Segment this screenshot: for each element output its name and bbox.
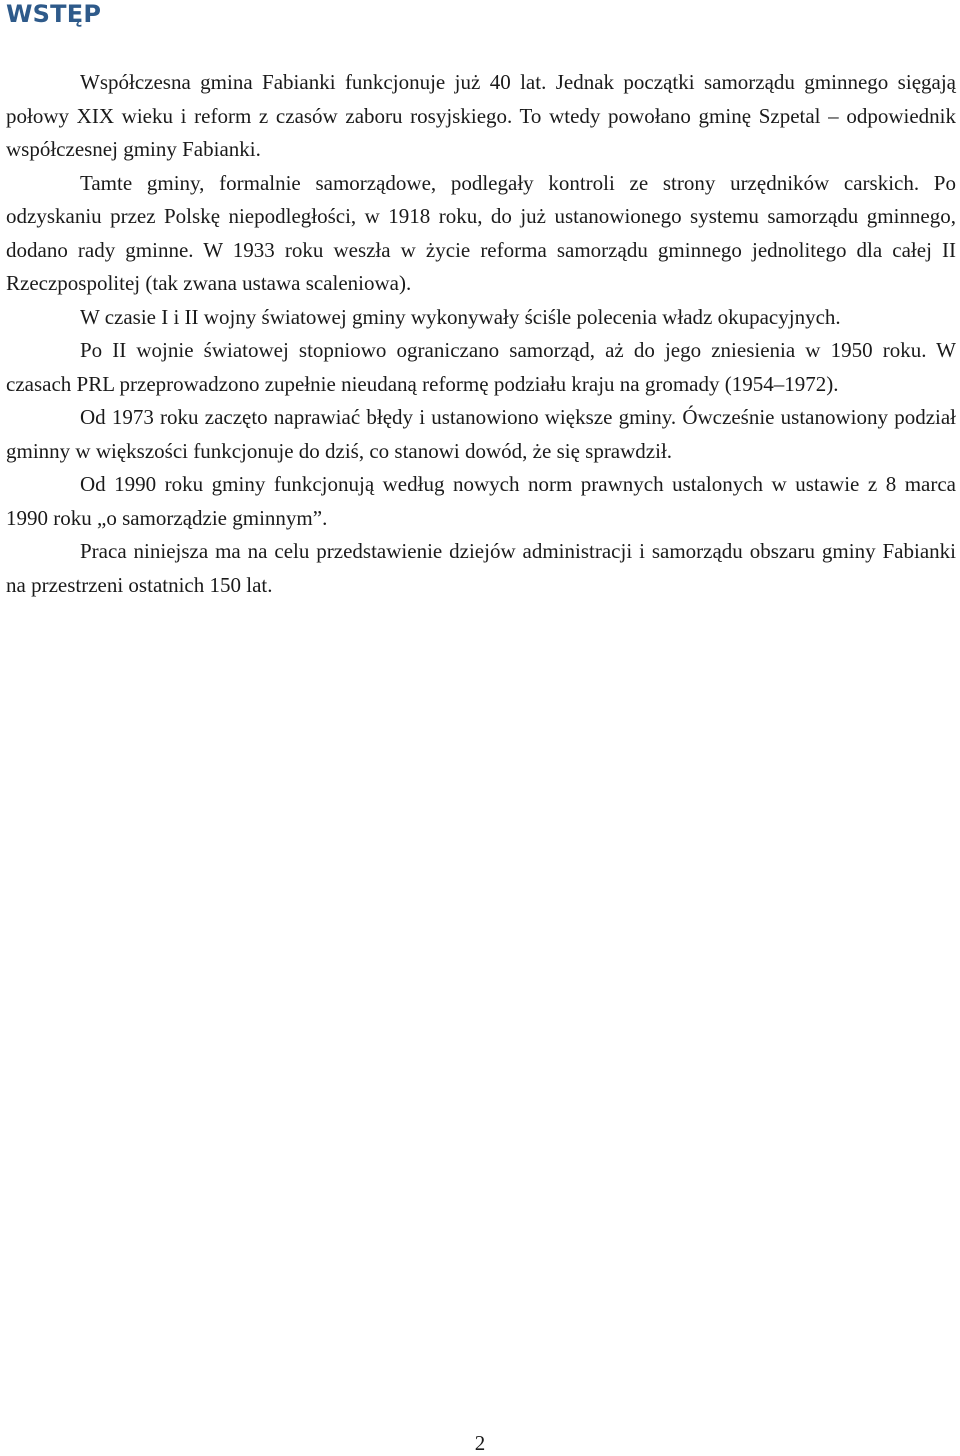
page-number: 2 <box>474 1431 486 1455</box>
paragraph: Tamte gminy, formalnie samorządowe, podlegały kontroli ze strony urzędników carskich. Po odzyskaniu przez Polskę niepodległości, w 1918 roku, do już ustanowionego systemu samorządu gminnego, dodano rady gminne. W 1933 roku weszła w życie reforma samorządu gminnego jednolitego dla całej II Rzeczpospolitej (tak zwana ustawa scaleniowa). <box>6 170 956 295</box>
paragraph: Współczesna gmina Fabianki funkcjonuje już 40 lat. Jednak początki samorządu gminnego sięgają połowy XIX wieku i reform z czasów zaboru rosyjskiego. To wtedy powołano gminę Szpetal – odpowiednik współczesnej gminy Fabianki. <box>6 70 956 161</box>
body-text <box>6 66 956 602</box>
paragraph: Od 1973 roku zaczęto naprawiać błędy i ustanowiono większe gminy. Ówcześnie ustanowiony podział gminny w większości funkcjonuje do dziś, co stanowi dowód, że się sprawdził. <box>6 405 956 463</box>
paragraph: Praca niniejsza ma na celu przedstawienie dziejów administracji i samorządu obszaru gminy Fabianki na przestrzeni ostatnich 150 lat. <box>6 539 956 597</box>
section-heading: WSTĘP <box>6 0 102 28</box>
paragraph: W czasie I i II wojny światowej gminy wykonywały ściśle polecenia władz okupacyjnych. <box>80 304 841 329</box>
paragraph: Po II wojnie światowej stopniowo ograniczano samorząd, aż do jego zniesienia w 1950 roku. W czasach PRL przeprowadzono zupełnie nieudaną reformę podziału kraju na gromady (1954–1972). <box>6 338 956 396</box>
paragraph: Od 1990 roku gminy funkcjonują według nowych norm prawnych ustalonych w ustawie z 8 marca 1990 roku „o samorządzie gminnym”. <box>6 472 956 530</box>
